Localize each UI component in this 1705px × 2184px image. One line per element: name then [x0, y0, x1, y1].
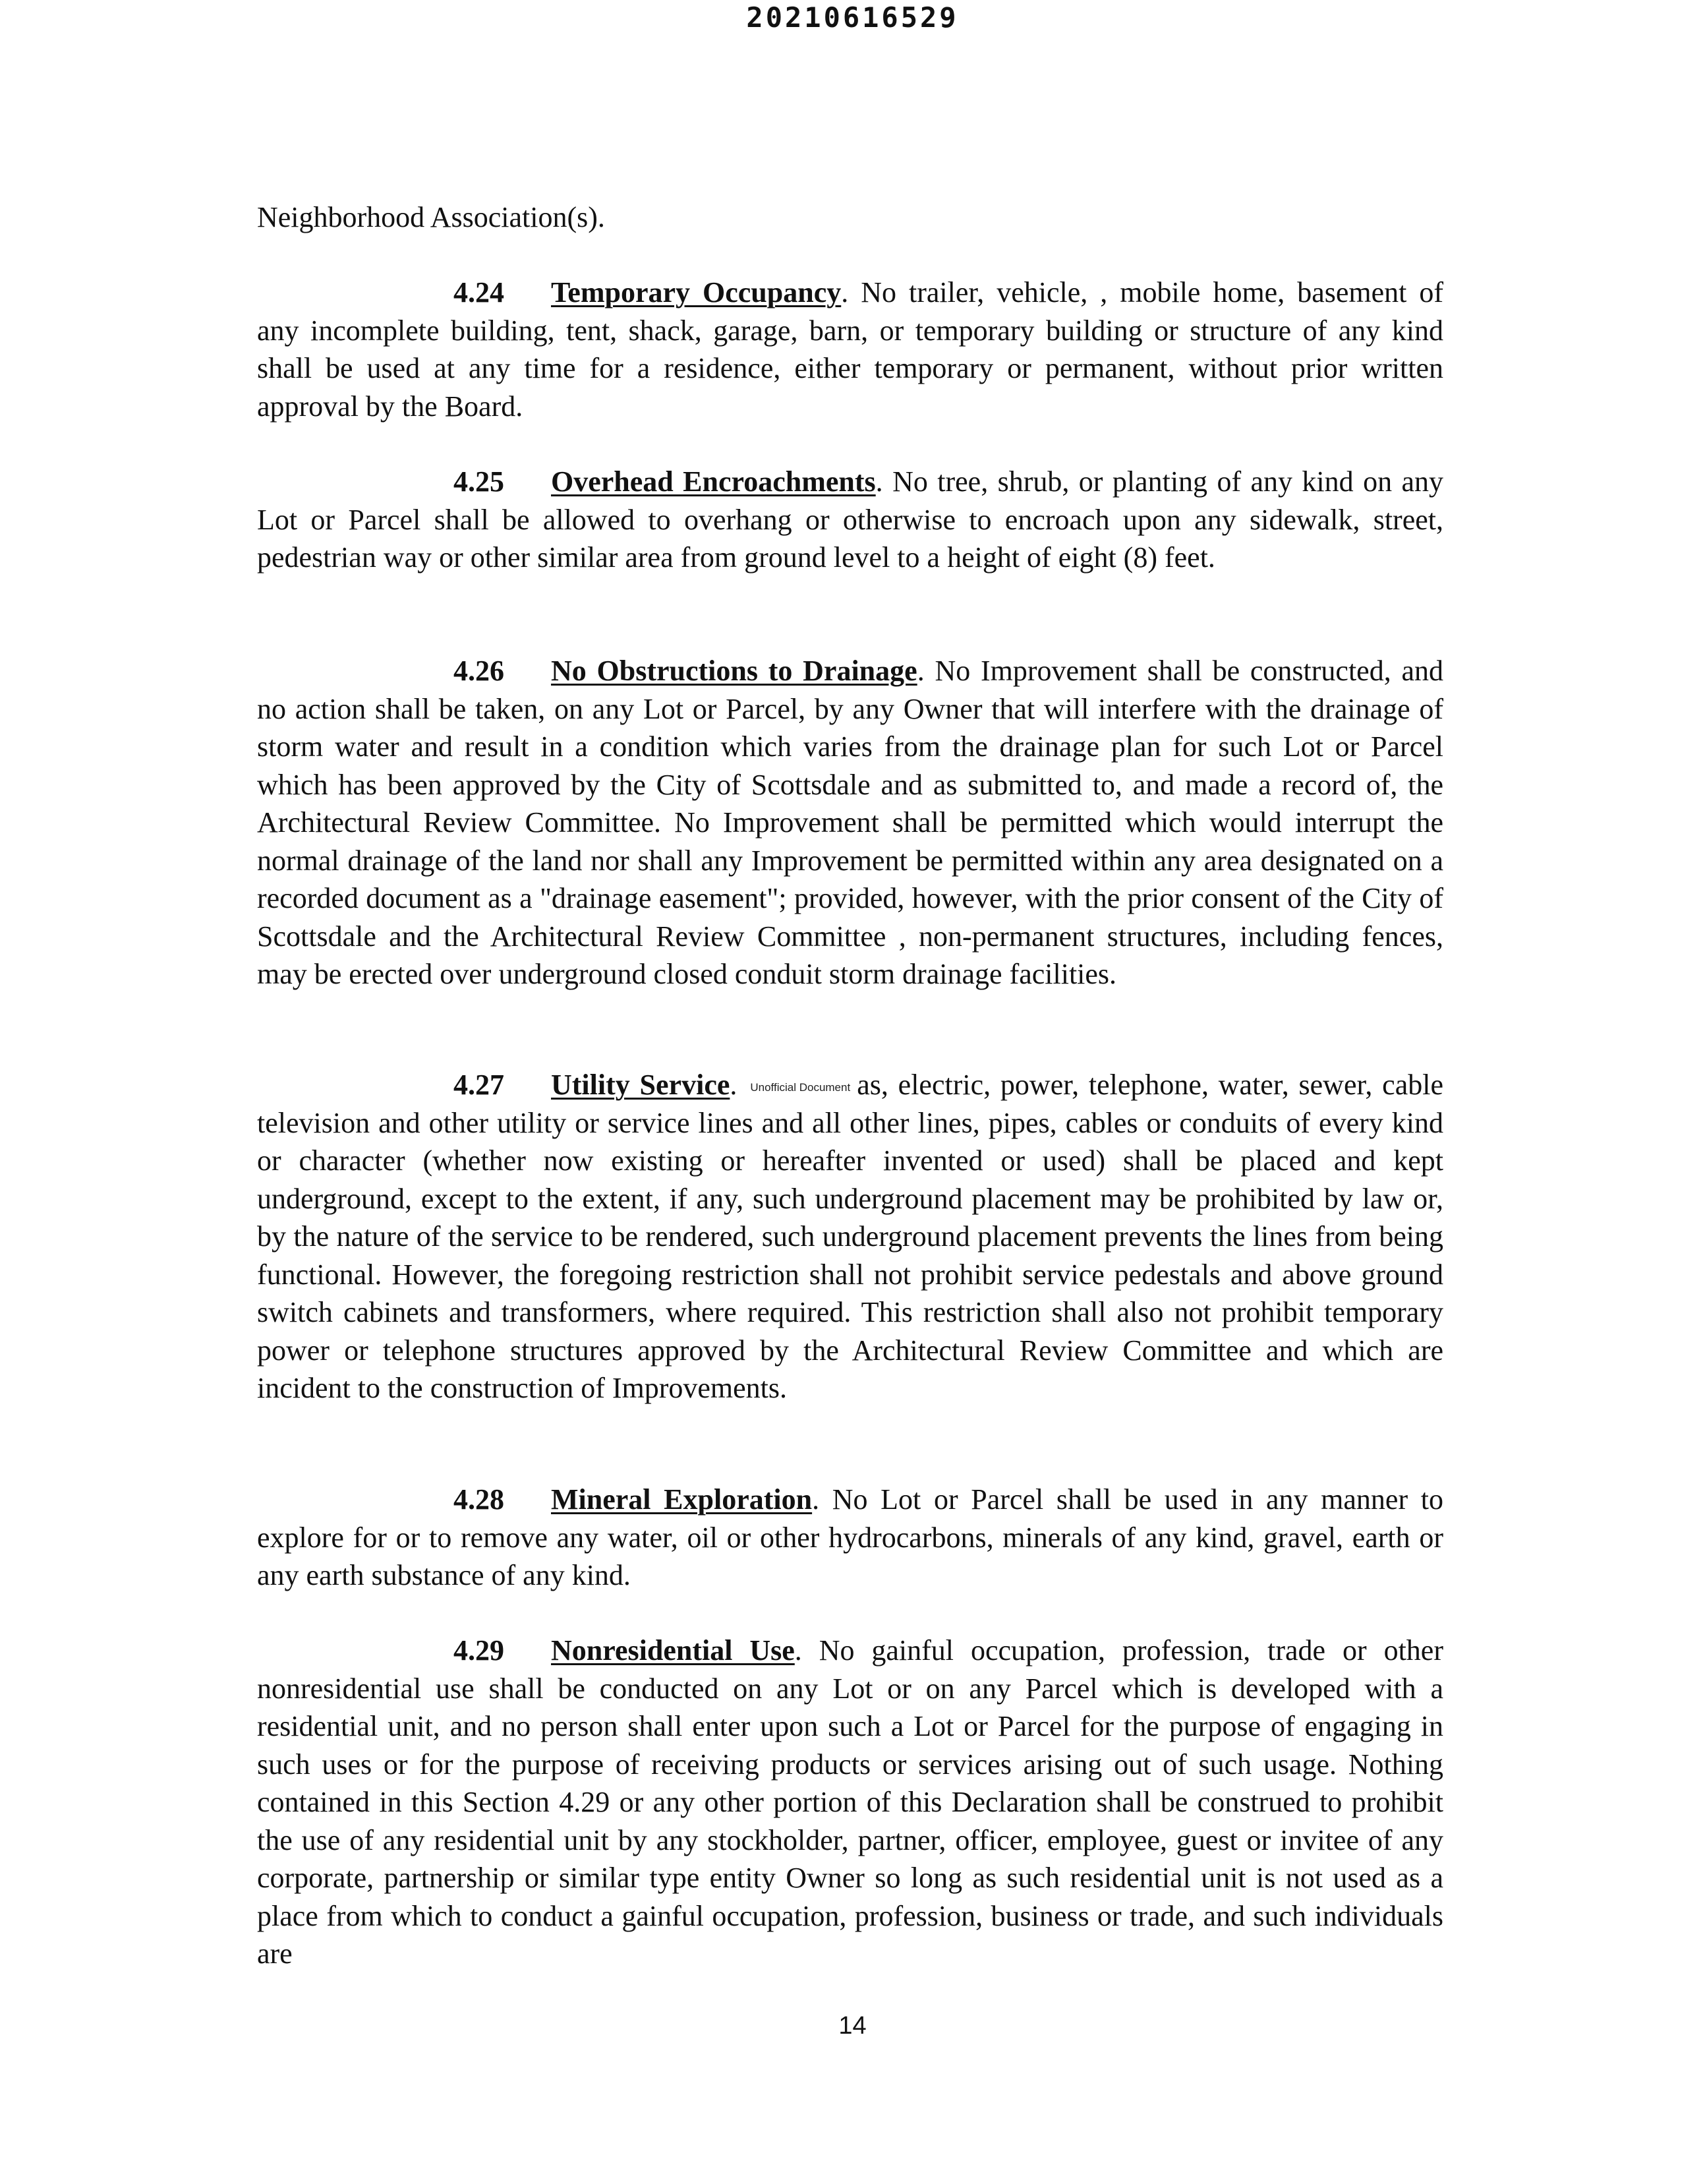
section-text: as, electric, power, telephone, water, sewer, cable television and other utility or service lines and all other lines, pipes, cables or conduits of every kind or character (whether now existing or hereafter invented or used) shall be placed and kept underground, except to the extent, if any, such underground placement may be prohibited by law or, by the nature of the service to be rendered, such underground placement prevents the lines from being functional. However, the foregoing restriction shall not prohibit service pedestals and above ground switch cabinets and transformers, where required. This restriction shall also not prohibit temporary power or telephone structures approved by the Architectural Review Committee and which are incident to the construction of Improvements. [257, 1069, 1443, 1404]
unofficial-document-watermark: Unofficial Document [750, 1080, 851, 1094]
section-number: 4.27 [453, 1069, 504, 1101]
section-number: 4.25 [453, 465, 504, 498]
section-number: 4.28 [453, 1483, 504, 1516]
section-title: Mineral Exploration [551, 1483, 813, 1516]
section-4-24-paragraph [257, 274, 1443, 425]
section-text: . No Lot or Parcel shall be used in any manner to explore for or to remove any water, oil or other hydrocarbons, minerals of any kind, gravel, earth or any earth substance of any kind. [257, 1483, 1443, 1591]
section-4-27-paragraph [257, 1066, 1443, 1407]
section-4-26-paragraph [257, 652, 1443, 993]
section-text: . No gainful occupation, profession, trade or other nonresidential use shall be conducted on any Lot or on any Parcel which is developed with a residential unit, and no person shall enter upon such a Lot or Parcel for the purpose of engaging in such uses or for the purpose of receiving products or services arising out of such usage. Nothing contained in this Section 4.29 or any other portion of this Declaration shall be construed to prohibit the use of any residential unit by any stockholder, partner, officer, employee, guest or invitee of any corporate, partnership or similar type entity Owner so long as such residential unit is not used as a place from which to conduct a gainful occupation, profession, business or trade, and such individuals are [257, 1634, 1443, 1970]
section-number: 4.24 [453, 276, 504, 309]
continuation-paragraph: Neighborhood Association(s). [257, 201, 605, 233]
section-4-28-paragraph [257, 1481, 1443, 1595]
section-4-25-paragraph [257, 463, 1443, 577]
section-title: Utility Service [551, 1069, 730, 1101]
page-number: 14 [838, 2012, 867, 2040]
section-number: 4.29 [453, 1634, 504, 1667]
section-text: . No trailer, vehicle, , mobile home, basement of any incomplete building, tent, shack, garage, barn, or temporary building or structure of any kind shall be used at any time for a residence, either temporary or permanent, without prior written approval by the Board. [257, 276, 1443, 423]
section-number: 4.26 [453, 655, 504, 687]
document-number: 20210616529 [746, 1, 959, 34]
section-text: . No tree, shrub, or planting of any kind on any Lot or Parcel shall be allowed to overhang or otherwise to encroach upon any sidewalk, street, pedestrian way or other similar area from ground level to a height of eight (8) feet. [257, 465, 1443, 574]
section-lead: . [730, 1069, 737, 1101]
section-title: No Obstructions to Drainage [551, 655, 917, 687]
section-title: Nonresidential Use [551, 1634, 795, 1667]
section-title: Temporary Occupancy [551, 276, 842, 309]
section-4-29-paragraph [257, 1632, 1443, 1973]
section-title: Overhead Encroachments [551, 465, 876, 498]
section-text: . No Improvement shall be constructed, and no action shall be taken, on any Lot or Parcel, by any Owner that will interfere with the drainage of storm water and result in a condition which varies from the drainage plan for such Lot or Parcel which has been approved by the City of Scottsdale and as submitted to, and made a record of, the Architectural Review Committee. No Improvement shall be permitted which would interrupt the normal drainage of the land nor shall any Improvement be permitted within any area designated on a recorded document as a "drainage easement"; provided, however, with the prior consent of the City of Scottsdale and the Architectural Review Committee , non-permanent structures, including fences, may be erected over underground closed conduit storm drainage facilities. [257, 655, 1443, 990]
